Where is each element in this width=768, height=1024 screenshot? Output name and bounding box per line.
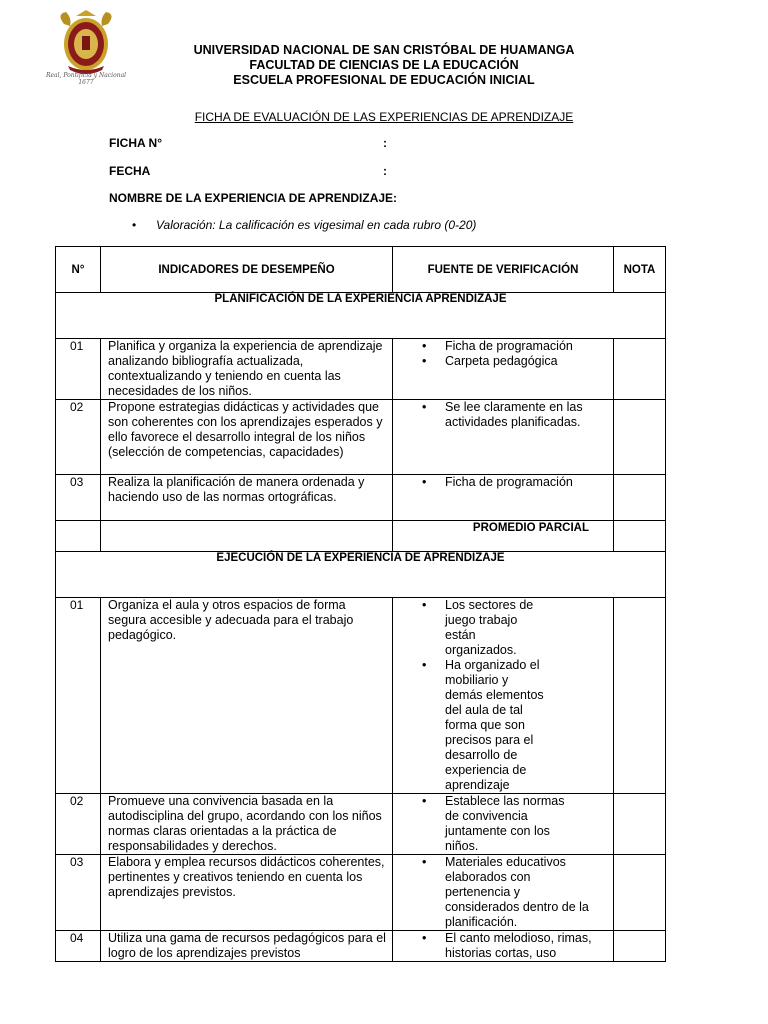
table-row: [56, 855, 666, 931]
table-header-row: [56, 247, 666, 293]
source-item: • Carpeta pedagógica: [393, 354, 609, 369]
source-item: • Ficha de programación: [393, 475, 609, 490]
source-item: • El canto melodioso, rimas, historias cortas, uso: [393, 931, 609, 961]
indicator-text: Planifica y organiza la experiencia de aprendizaje analizando bibliografía actualizada, contextualizando y teniendo en cuenta las necesidades de los niños.: [101, 339, 393, 400]
indicator-text: Organiza el aula y otros espacios de forma segura accesible y adecuada para el trabajo pedagógico.: [101, 598, 393, 794]
source-cell: [393, 475, 614, 521]
grade-cell[interactable]: [614, 855, 666, 931]
row-number: 03: [56, 855, 101, 931]
partial-average-row: [56, 521, 666, 552]
ficha-colon: :: [383, 136, 387, 150]
indicator-text: Promueve una convivencia basada en la autodisciplina del grupo, acordando con los niños normas claras orientadas a la práctica de responsabilidades y derechos.: [101, 794, 393, 855]
bullet-icon: •: [132, 218, 137, 232]
source-item: • Se lee claramente en las actividades planificadas.: [393, 400, 609, 430]
grade-cell[interactable]: [614, 794, 666, 855]
source-item: • Ficha de programación: [393, 339, 609, 354]
header-source: FUENTE DE VERIFICACIÓN: [393, 247, 614, 293]
section-title: PLANIFICACIÓN DE LA EXPERIENCIA APRENDIZAJE: [56, 293, 666, 339]
header-indicators: INDICADORES DE DESEMPEÑO: [101, 247, 393, 293]
experience-name-label: NOMBRE DE LA EXPERIENCIA DE APRENDIZAJE:: [109, 191, 398, 205]
source-item: • Establece las normas de convivencia juntamente con los niños.: [393, 794, 609, 854]
faculty-name: FACULTAD DE CIENCIAS DE LA EDUCACIÓN: [249, 58, 519, 72]
document-header: [0, 43, 768, 88]
source-item: • Los sectores de juego trabajo están organizados.: [393, 598, 609, 658]
row-number: 02: [56, 400, 101, 475]
source-item: • Ha organizado el mobiliario y demás elementos del aula de tal forma que son precisos para el desarrollo de experiencia de aprendizaje: [393, 658, 609, 793]
table-row: [56, 339, 666, 400]
source-cell: [393, 794, 614, 855]
evaluation-table: [55, 246, 666, 962]
ficha-number-label: FICHA N°: [109, 136, 163, 150]
source-item: • Materiales educativos elaborados con pertenencia y considerados dentro de la planificación.: [393, 855, 609, 930]
row-number: 01: [56, 339, 101, 400]
fecha-colon: :: [383, 164, 387, 178]
header-num: N°: [56, 247, 101, 293]
table-row: [56, 475, 666, 521]
school-name: ESCUELA PROFESIONAL DE EDUCACIÓN INICIAL: [233, 73, 535, 87]
indicator-text: Propone estrategias didácticas y actividades que son coherentes con los aprendizajes esperados y ello favorece el desarrollo integral de los niños (selección de competencias, capacidades): [101, 400, 393, 475]
table-row: [56, 931, 666, 962]
grade-cell[interactable]: [614, 339, 666, 400]
grade-cell[interactable]: [614, 931, 666, 962]
fecha-label: FECHA: [109, 164, 151, 178]
university-name: UNIVERSIDAD NACIONAL DE SAN CRISTÓBAL DE HUAMANGA: [193, 43, 575, 57]
source-cell: [393, 855, 614, 931]
source-cell: [393, 339, 614, 400]
row-number: 04: [56, 931, 101, 962]
row-number: 02: [56, 794, 101, 855]
indicator-text: Realiza la planificación de manera ordenada y haciendo uso de las normas ortográficas.: [101, 475, 393, 521]
grade-cell[interactable]: [614, 475, 666, 521]
header-grade: NOTA: [614, 247, 666, 293]
valoracion-note: • Valoración: La calificación es vigesimal en cada rubro (0-20): [132, 218, 477, 232]
source-cell: [393, 931, 614, 962]
form-title: FICHA DE EVALUACIÓN DE LAS EXPERIENCIAS DE APRENDIZAJE: [194, 110, 574, 124]
section-row-execution: [56, 552, 666, 598]
partial-average-grade[interactable]: [614, 521, 666, 552]
section-title: EJECUCIÓN DE LA EXPERIENCIA DE APRENDIZAJE: [56, 552, 666, 598]
section-row-planning: [56, 293, 666, 339]
indicator-text: Utiliza una gama de recursos pedagógicos para el logro de los aprendizajes previstos: [101, 931, 393, 962]
table-row: [56, 598, 666, 794]
logo-caption: Real, Pontificia y Nacional 1677: [45, 72, 127, 86]
grade-cell[interactable]: [614, 400, 666, 475]
table-row: [56, 400, 666, 475]
source-cell: [393, 598, 614, 794]
source-cell: [393, 400, 614, 475]
table-row: [56, 794, 666, 855]
partial-average-label: PROMEDIO PARCIAL: [393, 521, 614, 552]
row-number: 01: [56, 598, 101, 794]
indicator-text: Elabora y emplea recursos didácticos coherentes, pertinentes y creativos teniendo en cuenta los aprendizajes previstos.: [101, 855, 393, 931]
row-number: 03: [56, 475, 101, 521]
grade-cell[interactable]: [614, 598, 666, 794]
